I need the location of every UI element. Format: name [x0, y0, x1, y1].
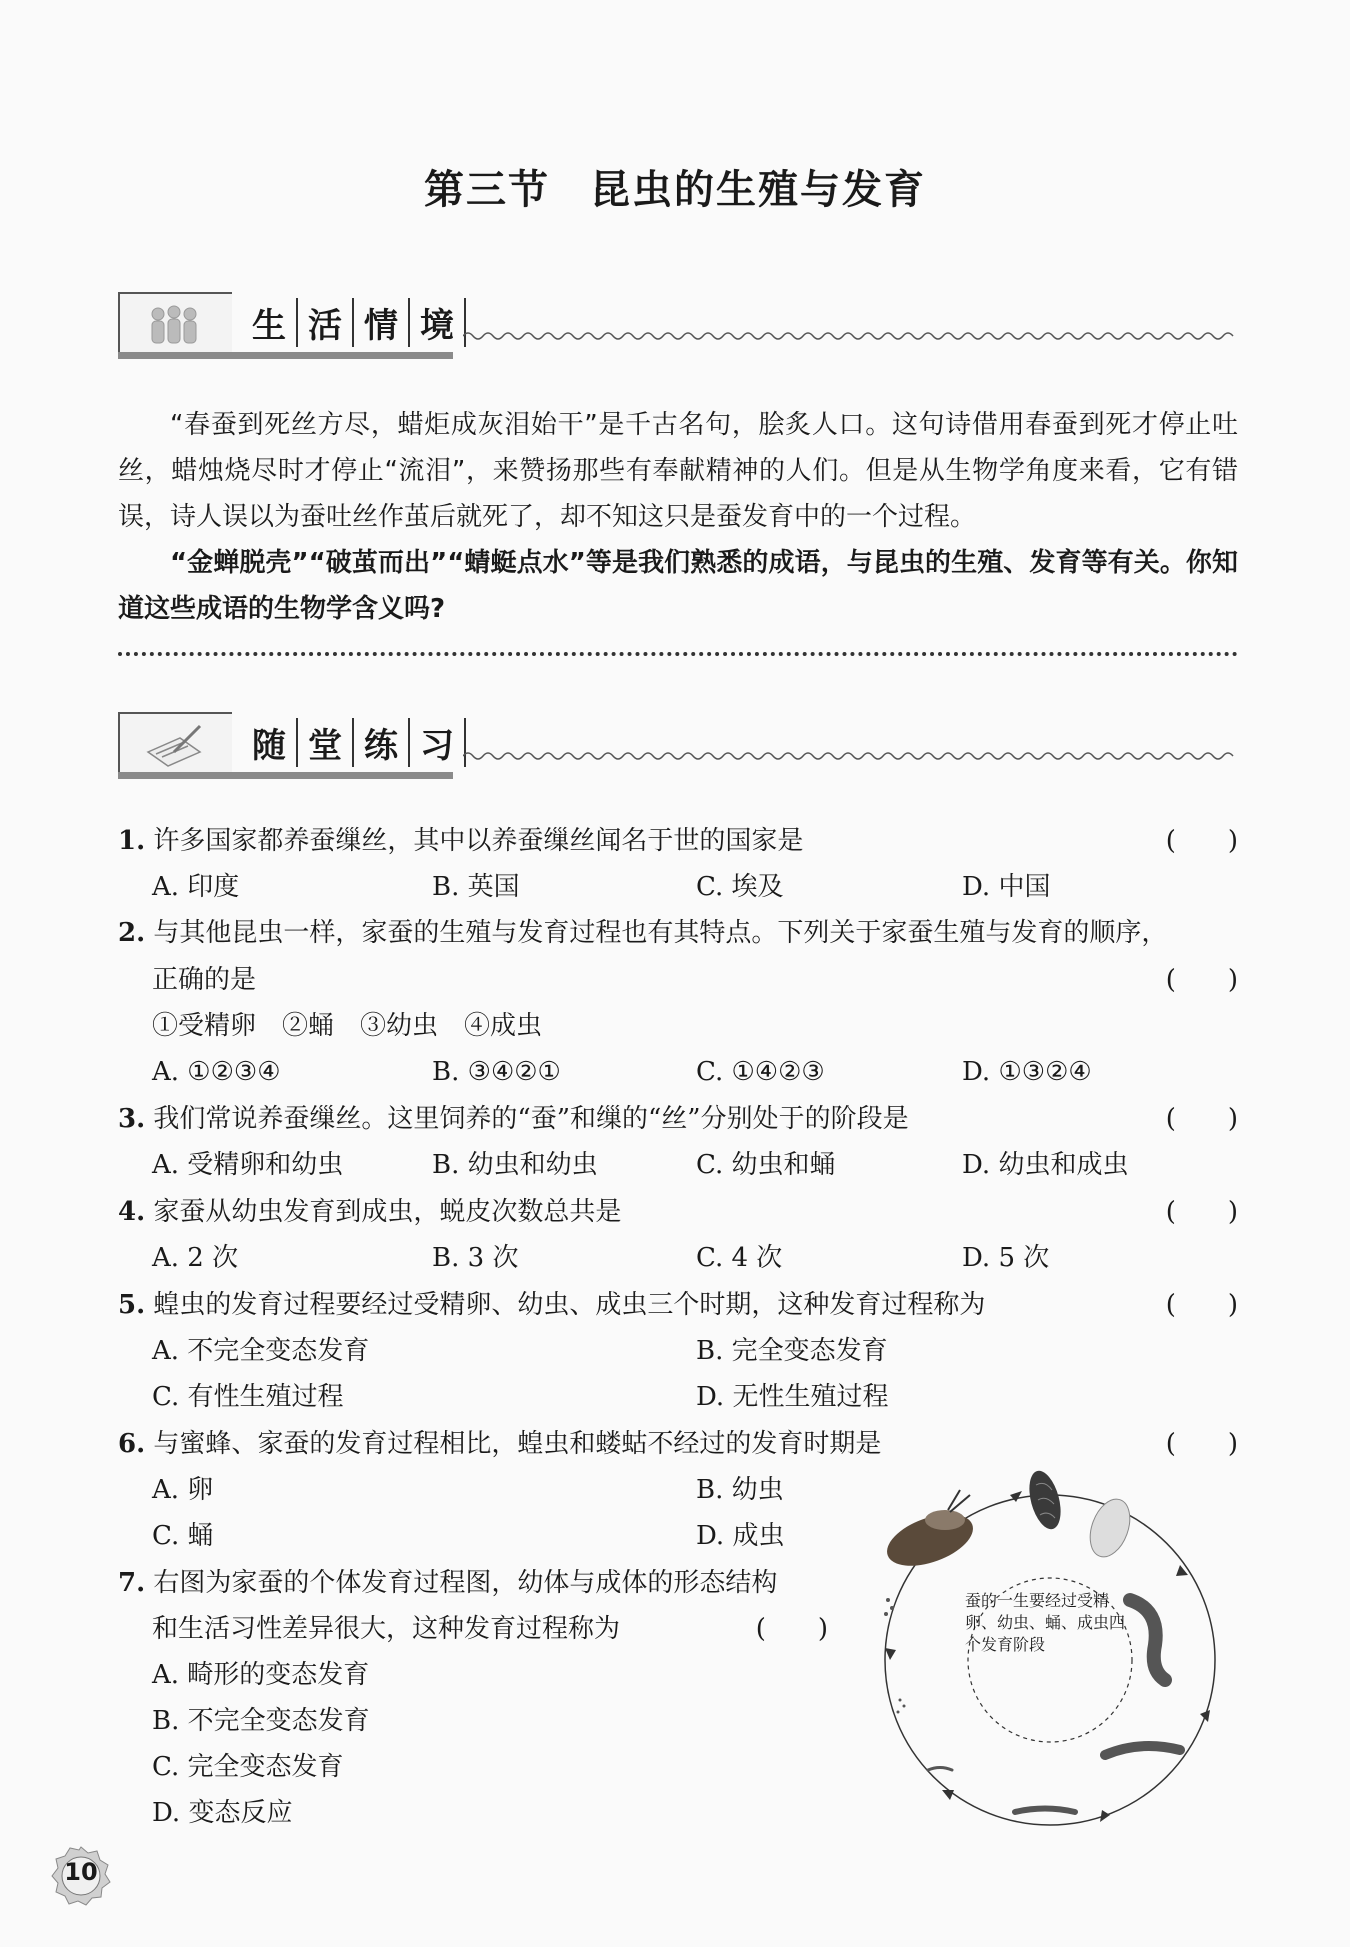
larva-illustration [928, 1768, 952, 1771]
option-b[interactable]: B. 幼虫 [696, 1475, 784, 1505]
context-paragraph-1: “春蚕到死丝方尽，蜡炬成灰泪始干”是千古名句，脍炙人口。这句诗借用春蚕到死才停止吐丝，蜡烛烧尽时才停止“流泪”，来赞扬那些有奉献精神的人们。但是从生物学角度来看，它有错误，诗人误以为蚕吐丝作茧后就死了，却不知这只是蚕发育中的一个过程。 [118, 410, 1238, 532]
notebook-pen-icon [144, 722, 204, 770]
question-4 [118, 1189, 1238, 1235]
context-paragraph-2: “金蝉脱壳”“破茧而出”“蜻蜓点水”等是我们熟悉的成语，与昆虫的生殖、发育等有关。你知道这些成语的生物学含义吗? [118, 548, 1238, 624]
option-c[interactable]: C. 蛹 [152, 1521, 214, 1551]
option-a[interactable]: A. 2 次 [152, 1243, 239, 1273]
option-d[interactable]: D. 5 次 [962, 1243, 1050, 1273]
question-number: 7. [118, 1568, 146, 1598]
option-c[interactable]: C. 幼虫和蛹 [696, 1150, 836, 1180]
section-header-life-context [118, 292, 1238, 360]
question-stem-cont: 和生活习性差异很大，这种发育过程称为 [152, 1614, 621, 1644]
question-2 [118, 910, 1238, 956]
silkworm-lifecycle-diagram [860, 1460, 1250, 1845]
moth-illustration [880, 1490, 980, 1576]
page-title [0, 158, 1350, 215]
option-d[interactable]: D. 幼虫和成虫 [962, 1150, 1129, 1180]
section-title-char: 堂 [298, 718, 354, 767]
section-title-char: 习 [410, 718, 466, 767]
option-d[interactable]: D. 中国 [962, 872, 1051, 902]
question-2-cont [152, 957, 1238, 1003]
option-a[interactable]: A. 卵 [152, 1475, 214, 1505]
section-icon-box [118, 292, 232, 354]
page-number: 10 [64, 1858, 98, 1886]
question-5 [118, 1282, 1238, 1328]
option-a[interactable]: A. 畸形的变态发育 [152, 1660, 370, 1690]
question-1 [118, 818, 1238, 864]
option-d[interactable]: D. ①③②④ [962, 1057, 1092, 1087]
title-topic: 昆虫的生殖与发育 [590, 166, 926, 213]
section-title-char: 情 [354, 298, 410, 347]
section-title-char: 活 [298, 298, 354, 347]
question-number: 6. [118, 1429, 146, 1459]
larva-illustration [1105, 1746, 1180, 1755]
option-b[interactable]: B. 完全变态发育 [696, 1336, 888, 1366]
question-number: 2. [118, 918, 146, 948]
option-b[interactable]: B. 英国 [432, 872, 520, 902]
option-c[interactable]: C. ①④②③ [696, 1057, 825, 1087]
question-number: 1. [118, 826, 146, 856]
dotted-divider [118, 652, 1238, 656]
answer-blank[interactable]: ( ) [1165, 826, 1238, 856]
question-stem: 家蚕从幼虫发育到成虫，蜕皮次数总共是 [153, 1197, 622, 1227]
option-b[interactable]: B. ③④②① [432, 1057, 561, 1087]
section-title-char: 练 [354, 718, 410, 767]
question-7 [118, 1560, 828, 1606]
option-b[interactable]: B. 3 次 [432, 1243, 519, 1273]
option-a[interactable]: A. 不完全变态发育 [152, 1336, 370, 1366]
question-stem: 许多国家都养蚕缫丝，其中以养蚕缫丝闻名于世的国家是 [153, 826, 804, 856]
section-header-practice [118, 712, 1238, 780]
option-a[interactable]: A. 受精卵和幼虫 [152, 1150, 344, 1180]
question-stem-cont: 正确的是 [152, 965, 257, 995]
question-number: 3. [118, 1104, 146, 1134]
option-d[interactable]: D. 变态反应 [152, 1798, 293, 1828]
answer-blank[interactable]: ( ) [755, 1614, 828, 1644]
question-stem: 与其他昆虫一样，家蚕的生殖与发育过程也有其特点。下列关于家蚕生殖与发育的顺序， [153, 918, 1168, 948]
section-underline-bar [118, 352, 453, 359]
answer-blank[interactable]: ( ) [1165, 1197, 1238, 1227]
larva-illustration [1015, 1809, 1075, 1813]
question-stem: 与蜜蜂、家蚕的发育过程相比，蝗虫和蝼蛄不经过的发育时期是 [153, 1429, 882, 1459]
question-stem: 我们常说养蚕缫丝。这里饲养的“蚕”和缫的“丝”分别处于的阶段是 [153, 1104, 909, 1134]
option-d[interactable]: D. 成虫 [696, 1521, 785, 1551]
eggs-illustration [884, 1598, 906, 1714]
section-underline-bar [118, 772, 453, 779]
section-title [242, 298, 466, 347]
option-c[interactable]: C. 有性生殖过程 [152, 1382, 344, 1412]
question-7-cont [152, 1606, 828, 1652]
section-title-char: 生 [242, 298, 298, 347]
option-c[interactable]: C. 完全变态发育 [152, 1752, 344, 1782]
wavy-divider [463, 750, 1238, 762]
option-b[interactable]: B. 不完全变态发育 [152, 1706, 370, 1736]
answer-blank[interactable]: ( ) [1165, 1429, 1238, 1459]
option-b[interactable]: B. 幼虫和幼虫 [432, 1150, 598, 1180]
option-a[interactable]: A. ①②③④ [152, 1057, 281, 1087]
answer-blank[interactable]: ( ) [1165, 1104, 1238, 1134]
section-title-char: 境 [410, 298, 466, 347]
option-c[interactable]: C. 4 次 [696, 1243, 783, 1273]
answer-blank[interactable]: ( ) [1165, 965, 1238, 995]
option-c[interactable]: C. 埃及 [696, 872, 784, 902]
people-icon [144, 302, 204, 350]
pupa-illustration [1024, 1467, 1067, 1532]
cocoon-illustration [1083, 1494, 1137, 1563]
option-a[interactable]: A. 印度 [152, 872, 240, 902]
stage-sequence: ①受精卵 ②蛹 ③幼虫 ④成虫 [152, 1011, 543, 1041]
diagram-caption: 蚕的一生要经过受精卵、幼虫、蛹、成虫四个发育阶段 [965, 1591, 1126, 1654]
answer-blank[interactable]: ( ) [1165, 1290, 1238, 1320]
title-section-number: 第三节 [424, 166, 550, 213]
question-stem: 蝗虫的发育过程要经过受精卵、幼虫、成虫三个时期，这种发育过程称为 [153, 1290, 986, 1320]
question-number: 5. [118, 1290, 146, 1320]
question-number: 4. [118, 1197, 146, 1227]
wavy-divider [463, 330, 1238, 342]
question-stem: 右图为家蚕的个体发育过程图，幼体与成体的形态结构 [153, 1568, 778, 1598]
larva-illustration [1130, 1600, 1165, 1680]
section-icon-box [118, 712, 232, 774]
section-title [242, 718, 466, 767]
question-3 [118, 1096, 1238, 1142]
section-title-char: 随 [242, 718, 298, 767]
option-d[interactable]: D. 无性生殖过程 [696, 1382, 889, 1412]
